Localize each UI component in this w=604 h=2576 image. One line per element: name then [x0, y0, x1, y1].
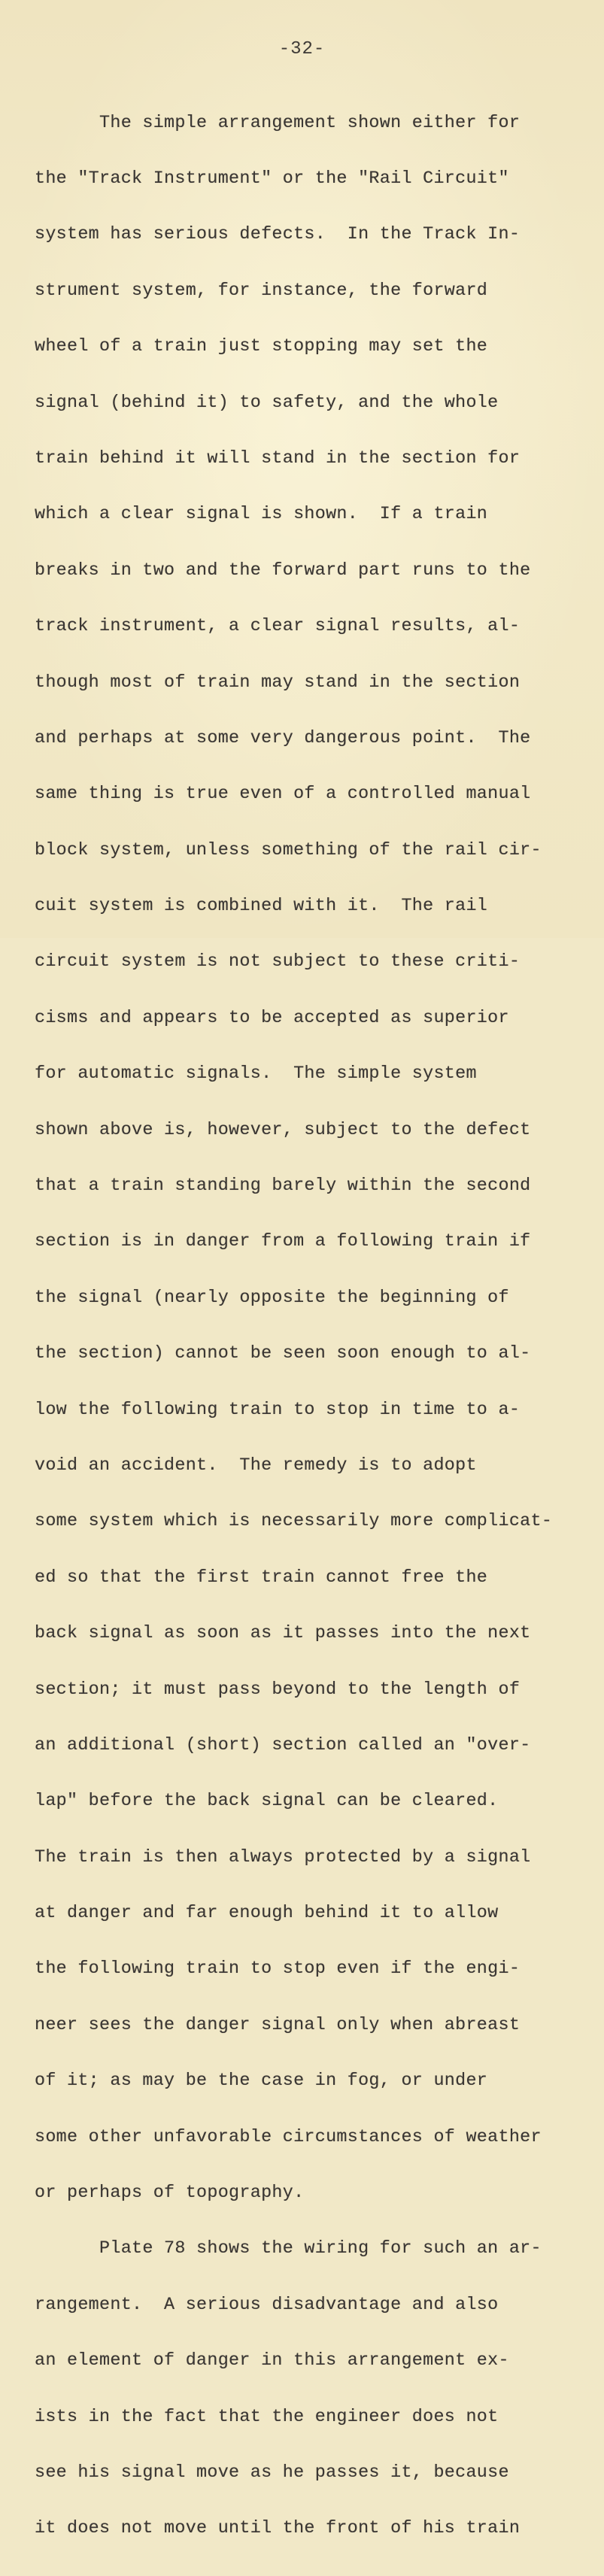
text-line: an additional (short) section called an "over- [35, 1735, 531, 1755]
text-line: cisms and appears to be accepted as superior [35, 1008, 509, 1028]
text-line: back signal as soon as it passes into the next [35, 1624, 531, 1644]
text-line: section; it must pass beyond to the length of [35, 1679, 521, 1700]
text-line: that a train standing barely within the second [35, 1176, 531, 1197]
text-line: system has serious defects. In the Track In- [35, 225, 521, 245]
text-line: ists in the fact that the engineer does not [35, 2407, 499, 2427]
text-line: shown above is, however, subject to the defect [35, 1120, 531, 1140]
text-line: rangement. A serious disadvantage and also [35, 2295, 499, 2315]
text-line: block system, unless something of the rail cir- [35, 840, 542, 860]
text-line: Plate 78 shows the wiring for such an ar- [35, 2239, 542, 2259]
text-line: void an accident. The remedy is to adopt [35, 1455, 477, 1476]
page-number: -32- [278, 39, 326, 59]
text-line: neer sees the danger signal only when abreast [35, 2015, 521, 2035]
text-line: the following train to stop even if the engi- [35, 1959, 521, 1980]
text-line: at danger and far enough behind it to allow [35, 1904, 499, 1924]
text-line: lap" before the back signal can be cleared. [35, 1792, 499, 1812]
text-line: ed so that the first train cannot free the [35, 1567, 488, 1588]
text-line: signal (behind it) to safety, and the whole [35, 393, 499, 413]
text-line: strument system, for instance, the forward [35, 281, 488, 301]
body-text [35, 77, 604, 2576]
text-line: see his signal move as he passes it, because [35, 2463, 509, 2483]
text-line: train behind it will stand in the section for [35, 448, 521, 469]
text-line: same thing is true even of a controlled manual [35, 784, 531, 805]
text-line: and perhaps at some very dangerous point. The [35, 728, 531, 748]
text-line: section is in danger from a following train if [35, 1232, 531, 1252]
text-line: for automatic signals. The simple system [35, 1064, 477, 1085]
text-line: The simple arrangement shown either for [35, 113, 521, 133]
text-line: some system which is necessarily more complicat- [35, 1512, 553, 1532]
text-line: which a clear signal is shown. If a train [35, 505, 488, 525]
text-line: or perhaps of topography. [35, 2183, 305, 2204]
text-line: the "Track Instrument" or the "Rail Circuit" [35, 168, 509, 189]
text-line: wheel of a train just stopping may set the [35, 337, 488, 357]
text-line: though most of train may stand in the section [35, 672, 521, 693]
text-line: cuit system is combined with it. The rail [35, 897, 488, 917]
text-line: low the following train to stop in time to a- [35, 1400, 521, 1420]
text-line: the section) cannot be seen soon enough to al- [35, 1344, 531, 1364]
text-line: breaks in two and the forward part runs to the [35, 560, 531, 581]
text-line: The train is then always protected by a signal [35, 1847, 531, 1868]
text-line: track instrument, a clear signal results, al- [35, 617, 521, 637]
text-line: the signal (nearly opposite the beginning of [35, 1288, 509, 1308]
text-line: an element of danger in this arrangement ex- [35, 2351, 509, 2371]
text-line: of it; as may be the case in fog, or under [35, 2071, 488, 2092]
text-line: it does not move until the front of his train [35, 2519, 521, 2539]
text-line: some other unfavorable circumstances of weather [35, 2127, 542, 2147]
text-line: circuit system is not subject to these criti- [35, 952, 521, 972]
